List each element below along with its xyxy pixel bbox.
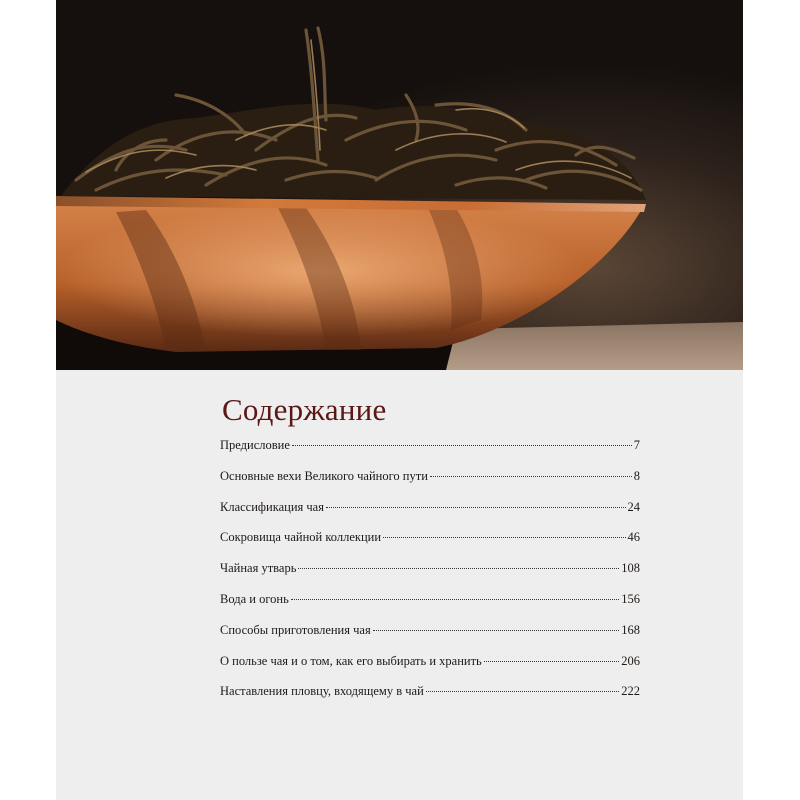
toc-entry-label: Основные вехи Великого чайного пути: [220, 468, 428, 483]
dot-leader: [426, 691, 619, 692]
toc-entry-label: Вода и огонь: [220, 591, 289, 606]
dot-leader: [291, 599, 619, 600]
toc-entry-page: 222: [621, 684, 640, 699]
toc-entry-label: Способы приготовления чая: [220, 622, 371, 637]
toc-entry[interactable]: [220, 561, 640, 592]
toc-entry[interactable]: [220, 530, 640, 561]
dot-leader: [292, 445, 632, 446]
table-of-contents: [220, 392, 640, 715]
toc-entry[interactable]: [220, 438, 640, 469]
toc-entry-label: О пользе чая и о том, как его выбирать и хранить: [220, 653, 482, 668]
toc-entry-page: 8: [633, 468, 640, 483]
toc-title: Содержание: [222, 392, 387, 427]
toc-entry[interactable]: [220, 500, 640, 531]
toc-entry-label: Классификация чая: [220, 499, 324, 514]
dot-leader: [373, 630, 620, 631]
book-page: [56, 0, 743, 800]
photo-illustration: [56, 0, 743, 370]
dot-leader: [484, 661, 620, 662]
toc-entry-label: Предисловие: [220, 438, 290, 452]
dot-leader: [430, 476, 632, 477]
tea-leaves-bowl-photo: [56, 0, 743, 370]
toc-entry-page: 24: [627, 499, 640, 514]
toc-entry-page: 108: [621, 561, 640, 576]
toc-entry-page: 7: [633, 438, 640, 452]
toc-entry-label: Сокровища чайной коллекции: [220, 530, 382, 545]
toc-entry-page: 168: [621, 622, 640, 637]
dot-leader: [298, 568, 619, 569]
toc-entry-page: 46: [627, 530, 640, 545]
toc-list: [220, 438, 640, 715]
dot-leader: [326, 507, 626, 508]
toc-entry[interactable]: [220, 592, 640, 623]
toc-entry-label: Наставления пловцу, входящему в чай: [220, 684, 424, 699]
toc-entry[interactable]: [220, 469, 640, 500]
toc-entry-label: Чайная утварь: [220, 561, 297, 576]
toc-entry[interactable]: [220, 623, 640, 654]
toc-entry[interactable]: [220, 654, 640, 685]
toc-entry-page: 156: [621, 591, 640, 606]
toc-entry[interactable]: [220, 684, 640, 715]
toc-entry-page: 206: [621, 653, 640, 668]
dot-leader: [383, 537, 625, 538]
